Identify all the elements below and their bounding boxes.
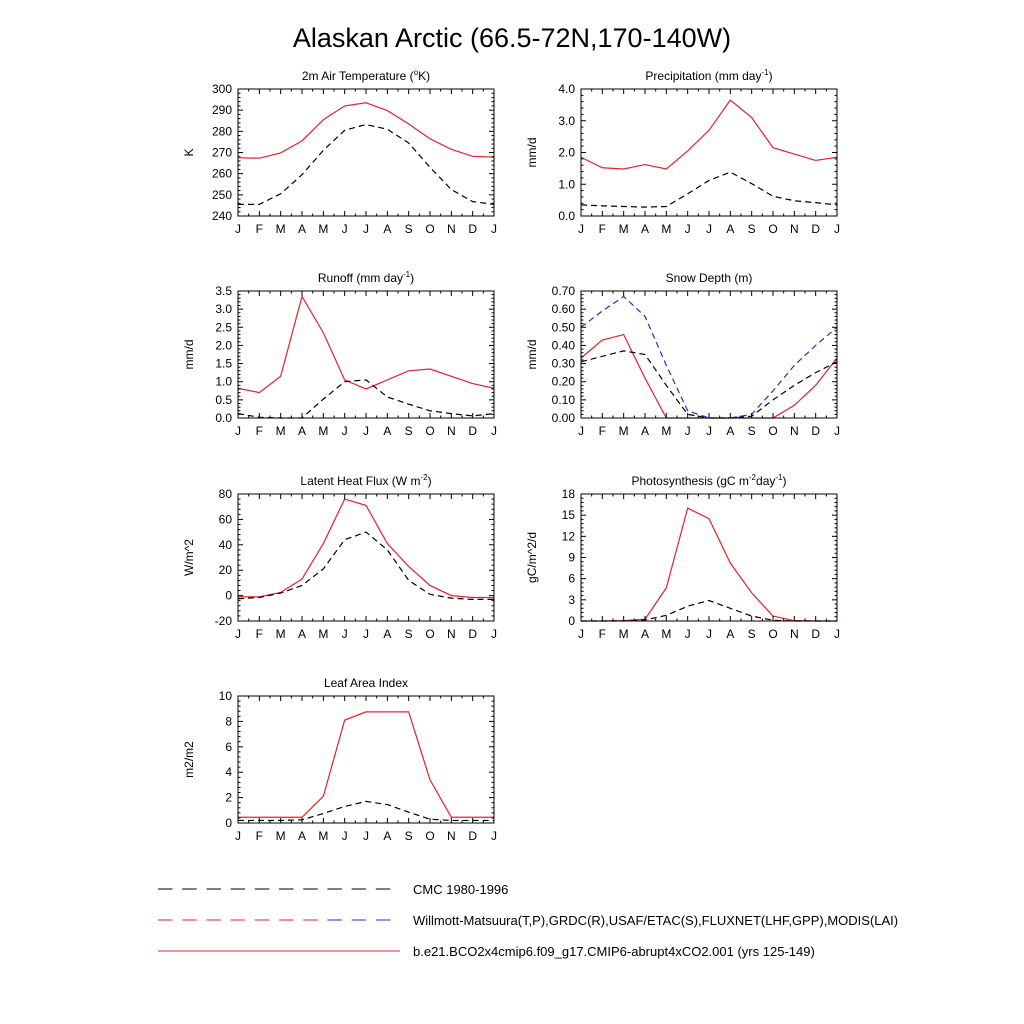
- y-tick-label: 0.20: [551, 374, 575, 389]
- x-tick-label: F: [255, 424, 264, 438]
- x-tick-label: J: [491, 627, 497, 641]
- x-tick-label: J: [578, 627, 584, 641]
- x-tick-label: O: [425, 222, 435, 236]
- x-tick-label: A: [297, 627, 307, 641]
- x-tick-label: D: [811, 222, 821, 236]
- y-tick-label: 0.5: [215, 392, 232, 407]
- y-tick-label: 2: [225, 790, 232, 805]
- x-tick-label: A: [640, 627, 650, 641]
- y-tick-label: 3.5: [215, 284, 232, 298]
- legend: [158, 882, 898, 959]
- x-tick-label: D: [468, 222, 478, 236]
- x-tick-label: S: [747, 222, 756, 236]
- y-tick-label: 9: [568, 550, 575, 565]
- x-tick-label: J: [235, 829, 241, 843]
- y-tick-label: 20: [218, 563, 232, 578]
- x-tick-label: A: [383, 627, 392, 641]
- x-tick-label: J: [235, 627, 241, 641]
- y-tick-label: -20: [214, 614, 232, 628]
- y-tick-label: 0.00: [551, 411, 575, 425]
- x-tick-label: J: [341, 829, 348, 843]
- x-tick-label: N: [446, 829, 456, 843]
- y-tick-label: 0.0: [215, 411, 232, 425]
- plot-frame: [238, 291, 494, 418]
- y-tick-label: 12: [561, 529, 575, 544]
- x-tick-label: A: [297, 829, 307, 843]
- y-tick-label: 240: [211, 209, 232, 223]
- y-tick-label: 0.60: [551, 302, 575, 317]
- panel-title: Runoff (mm day$^{-1}$): [317, 270, 415, 285]
- x-tick-label: A: [383, 829, 392, 843]
- y-tick-label: 18: [561, 487, 575, 501]
- legend-label: b.e21.BCO2x4cmip6.f09_g17.CMIP6-abrupt4xCO2.001 (yrs 125-149): [413, 944, 815, 959]
- x-tick-label: M: [618, 424, 629, 438]
- x-tick-label: F: [598, 222, 607, 236]
- y-tick-label: 0.70: [551, 284, 575, 298]
- y-tick-label: 2.5: [215, 320, 232, 335]
- y-axis-label: K: [182, 148, 196, 157]
- y-tick-label: 3.0: [215, 302, 232, 317]
- x-tick-label: F: [255, 627, 264, 641]
- series-line-2: [238, 532, 494, 599]
- x-tick-label: N: [789, 424, 799, 438]
- x-tick-label: F: [255, 222, 264, 236]
- x-tick-label: S: [404, 424, 413, 438]
- legend-item-2: [158, 913, 898, 928]
- y-tick-label: 4: [225, 765, 232, 780]
- y-axis-label: W/m^2: [182, 539, 196, 576]
- y-tick-label: 0: [225, 816, 232, 830]
- series-line-2: [238, 380, 494, 418]
- legend-label: Willmott-Matsuura(T,P),GRDC(R),USAF/ETAC(S),FLUXNET(LHF,GPP),MODIS(LAI): [413, 913, 899, 928]
- panel-6: [525, 473, 840, 641]
- x-tick-label: A: [726, 222, 735, 236]
- y-tick-label: 1.0: [215, 374, 232, 389]
- x-tick-label: J: [235, 424, 241, 438]
- y-tick-label: 8: [225, 714, 232, 729]
- x-tick-label: M: [275, 829, 286, 843]
- y-tick-label: 0.50: [551, 320, 575, 335]
- series-line-1: [581, 508, 837, 621]
- x-tick-label: S: [404, 829, 413, 843]
- y-tick-label: 3.0: [558, 113, 575, 128]
- y-tick-label: 10: [218, 689, 232, 703]
- x-tick-label: S: [747, 424, 756, 438]
- plot-frame: [238, 696, 494, 823]
- y-axis-label: m2/m2: [182, 741, 196, 778]
- y-tick-label: 250: [211, 187, 232, 202]
- x-tick-label: F: [255, 829, 264, 843]
- y-tick-label: 1.0: [558, 177, 575, 192]
- x-tick-label: M: [275, 424, 286, 438]
- y-axis-label: mm/d: [525, 137, 539, 168]
- plot-frame: [581, 291, 837, 418]
- x-tick-label: N: [446, 222, 456, 236]
- x-tick-label: J: [341, 424, 348, 438]
- series-line-1: [238, 103, 494, 158]
- y-tick-label: 280: [211, 124, 232, 139]
- series-line-1: [238, 296, 494, 392]
- panel-3: [182, 270, 497, 438]
- legend-label: CMC 1980-1996: [413, 882, 509, 897]
- y-tick-label: 290: [211, 103, 232, 118]
- y-tick-label: 80: [218, 487, 232, 501]
- x-tick-label: O: [768, 627, 778, 641]
- plot-frame: [581, 494, 837, 621]
- x-tick-label: J: [491, 424, 497, 438]
- y-tick-label: 6: [225, 739, 232, 754]
- panels: [182, 68, 840, 843]
- x-tick-label: M: [318, 829, 329, 843]
- x-tick-label: J: [834, 222, 840, 236]
- x-tick-label: J: [706, 222, 712, 236]
- panel-4: [525, 271, 840, 438]
- x-tick-label: N: [789, 627, 799, 641]
- x-tick-label: O: [425, 424, 435, 438]
- x-tick-label: J: [706, 627, 712, 641]
- x-tick-label: M: [318, 222, 329, 236]
- y-tick-label: 270: [211, 145, 232, 160]
- y-tick-label: 3: [568, 592, 575, 607]
- series-line-3: [581, 296, 837, 418]
- series-line-1: [581, 335, 837, 418]
- y-tick-label: 260: [211, 166, 232, 181]
- y-tick-label: 0.10: [551, 392, 575, 407]
- x-tick-label: J: [341, 222, 348, 236]
- y-tick-label: 300: [211, 82, 232, 96]
- x-tick-label: S: [404, 222, 413, 236]
- x-tick-label: O: [425, 829, 435, 843]
- panel-title: Precipitation (mm day$^{-1}$): [645, 68, 773, 83]
- x-tick-label: N: [789, 222, 799, 236]
- x-tick-label: D: [468, 424, 478, 438]
- y-tick-label: 2.0: [215, 338, 232, 353]
- x-tick-label: M: [275, 222, 286, 236]
- x-tick-label: F: [598, 424, 607, 438]
- x-tick-label: M: [661, 222, 672, 236]
- y-tick-label: 0: [225, 588, 232, 603]
- x-tick-label: J: [684, 222, 691, 236]
- x-tick-label: O: [768, 222, 778, 236]
- x-tick-label: N: [446, 627, 456, 641]
- panel-title: 2m Air Temperature ($^o$K): [301, 68, 431, 83]
- plot-frame: [581, 89, 837, 216]
- x-tick-label: A: [726, 627, 735, 641]
- x-tick-label: A: [640, 222, 650, 236]
- y-axis-label: gC/m^2/d: [525, 532, 539, 583]
- x-tick-label: O: [425, 627, 435, 641]
- x-tick-label: J: [684, 424, 691, 438]
- y-tick-label: 0: [568, 614, 575, 628]
- x-tick-label: D: [811, 424, 821, 438]
- panel-title: Latent Heat Flux (W $m^{-2}$): [300, 473, 432, 488]
- y-tick-label: 6: [568, 571, 575, 586]
- series-line-1: [238, 499, 494, 597]
- x-tick-label: A: [640, 424, 650, 438]
- series-line-2: [238, 125, 494, 205]
- x-tick-label: J: [363, 829, 369, 843]
- x-tick-label: D: [811, 627, 821, 641]
- series-line-2: [581, 172, 837, 207]
- x-tick-label: N: [446, 424, 456, 438]
- x-tick-label: J: [491, 829, 497, 843]
- panel-5: [182, 473, 497, 641]
- panel-title: Leaf Area Index: [323, 676, 409, 690]
- plot-frame: [238, 494, 494, 621]
- y-tick-label: 40: [218, 537, 232, 552]
- legend-item-1: [158, 882, 508, 897]
- figure-title: Alaskan Arctic (66.5-72N,170-140W): [292, 23, 732, 53]
- panel-title: Snow Depth (m): [665, 271, 753, 285]
- x-tick-label: J: [834, 424, 840, 438]
- plot-frame: [238, 89, 494, 216]
- x-tick-label: A: [726, 424, 735, 438]
- x-tick-label: A: [297, 222, 307, 236]
- x-tick-label: O: [768, 424, 778, 438]
- x-tick-label: M: [661, 424, 672, 438]
- y-tick-label: 4.0: [558, 82, 575, 96]
- x-tick-label: J: [578, 424, 584, 438]
- y-axis-label: mm/d: [182, 339, 196, 370]
- x-tick-label: J: [363, 424, 369, 438]
- x-tick-label: F: [598, 627, 607, 641]
- x-tick-label: M: [661, 627, 672, 641]
- y-tick-label: 15: [561, 508, 575, 523]
- y-tick-label: 0.0: [558, 209, 575, 223]
- legend-item-3: [158, 944, 815, 959]
- x-tick-label: S: [404, 627, 413, 641]
- x-tick-label: J: [363, 627, 369, 641]
- x-tick-label: J: [235, 222, 241, 236]
- x-tick-label: J: [341, 627, 348, 641]
- x-tick-label: J: [363, 222, 369, 236]
- x-tick-label: A: [383, 222, 392, 236]
- x-tick-label: M: [318, 627, 329, 641]
- y-tick-label: 1.5: [215, 356, 232, 371]
- x-tick-label: J: [706, 424, 712, 438]
- x-tick-label: J: [834, 627, 840, 641]
- x-tick-label: S: [747, 627, 756, 641]
- y-axis-label: mm/d: [525, 339, 539, 370]
- x-tick-label: D: [468, 829, 478, 843]
- x-tick-label: M: [618, 222, 629, 236]
- x-tick-label: D: [468, 627, 478, 641]
- x-tick-label: A: [383, 424, 392, 438]
- x-tick-label: M: [618, 627, 629, 641]
- x-tick-label: M: [318, 424, 329, 438]
- panel-title: Photosynthesis (gC $m^{-2}day^{-1}$): [631, 473, 787, 488]
- x-tick-label: J: [491, 222, 497, 236]
- y-tick-label: 0.40: [551, 338, 575, 353]
- y-tick-label: 0.30: [551, 356, 575, 371]
- x-tick-label: A: [297, 424, 307, 438]
- panel-1: [182, 68, 497, 236]
- y-tick-label: 60: [218, 512, 232, 527]
- x-tick-label: M: [275, 627, 286, 641]
- x-tick-label: J: [578, 222, 584, 236]
- y-tick-label: 2.0: [558, 145, 575, 160]
- x-tick-label: J: [684, 627, 691, 641]
- panel-2: [525, 68, 840, 236]
- series-line-1: [581, 100, 837, 169]
- panel-7: [182, 676, 497, 843]
